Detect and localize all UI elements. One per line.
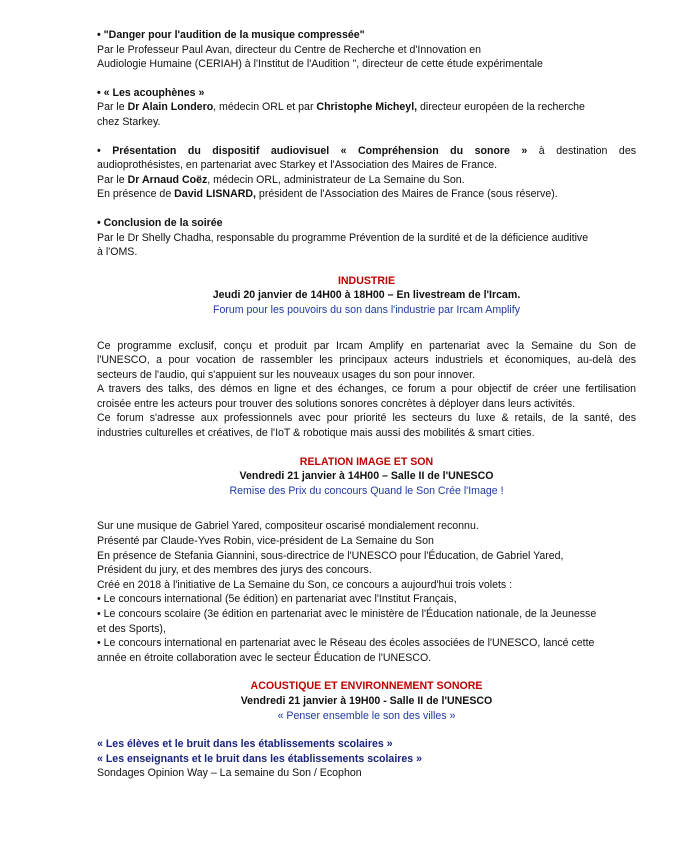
- body-line: industries culturelles et créatives, de l'IoT & robotique mais aussi des mobilités & smart cities.: [97, 427, 535, 440]
- survey-title-enseignants: « Les enseignants et le bruit dans les établissements scolaires »: [97, 752, 423, 765]
- section-subtitle: Remise des Prix du concours Quand le Son Crée l'Image !: [229, 484, 504, 497]
- bullet-line: • Le concours international en partenariat avec le Réseau des écoles associées de l'UNESCO, lancé cette: [97, 637, 595, 650]
- body-line: l'UNESCO, a pour vocation de rassembler les principaux acteurs industriels et économiques, au-delà des: [97, 354, 636, 367]
- item-text-line: audioprothésistes, en partenariat avec Starkey et l'Association des Maires de France.: [97, 159, 498, 172]
- document-page: [97, 28, 636, 781]
- item-title-conclusion: • Conclusion de la soirée: [97, 216, 223, 229]
- item-text-line: Par le Dr Alain Londero, médecin ORL et par Christophe Micheyl, directeur européen de la recherche: [97, 101, 585, 114]
- body-line: Président du jury, et des membres des jurys des concours.: [97, 564, 372, 577]
- bullet-line: année en étroite collaboration avec le secteur Éducation de l'UNESCO.: [97, 651, 432, 664]
- item-title-danger-audition: • "Danger pour l'audition de la musique compressée": [97, 29, 365, 41]
- item-text-line: Par le Dr Arnaud Coëz, médecin ORL, administrateur de La Semaine du Son.: [97, 173, 465, 186]
- item-text-line: Par le Dr Shelly Chadha, responsable du programme Prévention de la surdité et de la déficience auditive: [97, 231, 589, 244]
- relation-body: [97, 519, 636, 665]
- item-text-line: chez Starkey.: [97, 115, 161, 128]
- body-line: En présence de Stefania Giannini, sous-directrice de l'UNESCO pour l'Éducation, de Gabriel Yared,: [97, 549, 564, 562]
- item-title-acouphenes: • « Les acouphènes »: [97, 86, 205, 99]
- body-line: A travers des talks, des démos en ligne et des échanges, ce forum a pour objectif de créer une fertilisation: [97, 383, 636, 396]
- section-date: Jeudi 20 janvier de 14H00 à 18H00 – En livestream de l'Ircam.: [212, 289, 521, 302]
- section-heading-acoustique: ACOUSTIQUE ET ENVIRONNEMENT SONORE: [250, 680, 483, 693]
- survey-title-eleves: « Les élèves et le bruit dans les établissements scolaires »: [97, 738, 393, 751]
- item-text-line: Par le Professeur Paul Avan, directeur du Centre de Recherche et d'Innovation en: [97, 43, 482, 56]
- section-date: Vendredi 21 janvier à 19H00 - Salle II de l'UNESCO: [240, 694, 493, 707]
- item-text-line: à l'OMS.: [97, 246, 138, 259]
- section-subtitle: « Penser ensemble le son des villes »: [277, 709, 456, 722]
- body-line: Créé en 2018 à l'initiative de La Semaine du Son, ce concours a aujourd'hui trois volets :: [97, 578, 513, 591]
- item-text-line: En présence de David LISNARD, président de l'Association des Maires de France (sous réserve).: [97, 188, 558, 201]
- body-line: croisée entre les acteurs pour trouver des solutions sonores concrètes à déployer dans leurs activités.: [97, 397, 576, 410]
- item-text-line: Audiologie Humaine (CERIAH) à l'Institut de l'Audition ", directeur de cette étude expérimentale: [97, 58, 543, 71]
- body-line: Ce programme exclusif, conçu et produit par Ircam Amplify en partenariat avec la Semaine du Son de: [97, 339, 636, 352]
- body-line: Sur une musique de Gabriel Yared, compositeur oscarisé mondialement reconnu.: [97, 520, 479, 533]
- body-line: Ce forum s'adresse aux professionnels avec pour priorité les secteurs du luxe & retails, de la santé, des: [97, 412, 636, 425]
- section-subtitle: Forum pour les pouvoirs du son dans l'industrie par Ircam Amplify: [212, 303, 521, 316]
- survey-source: Sondages Opinion Way – La semaine du Son / Ecophon: [97, 767, 362, 780]
- item-title-presentation: • Présentation du dispositif audiovisuel « Compréhension du sonore » à destination des: [97, 144, 637, 157]
- bullet-line: • Le concours scolaire (3e édition en partenariat avec le ministère de l'Éducation nationale, de la Jeunesse: [97, 608, 597, 620]
- section-heading-industrie: INDUSTRIE: [337, 274, 396, 287]
- industrie-body: [97, 339, 636, 441]
- section-date: Vendredi 21 janvier à 14H00 – Salle II de l'UNESCO: [239, 470, 494, 483]
- bullet-line: et des Sports),: [97, 622, 166, 635]
- bullet-line: • Le concours international (5e édition) en partenariat avec l'Institut Français,: [97, 593, 457, 606]
- section-heading-relation: RELATION IMAGE ET SON: [299, 455, 434, 468]
- body-line: Présenté par Claude-Yves Robin, vice-président de La Semaine du Son: [97, 535, 434, 548]
- body-line: secteurs de l'audio, qui s'appuient sur les nouveaux usages du son pour innover.: [97, 368, 476, 381]
